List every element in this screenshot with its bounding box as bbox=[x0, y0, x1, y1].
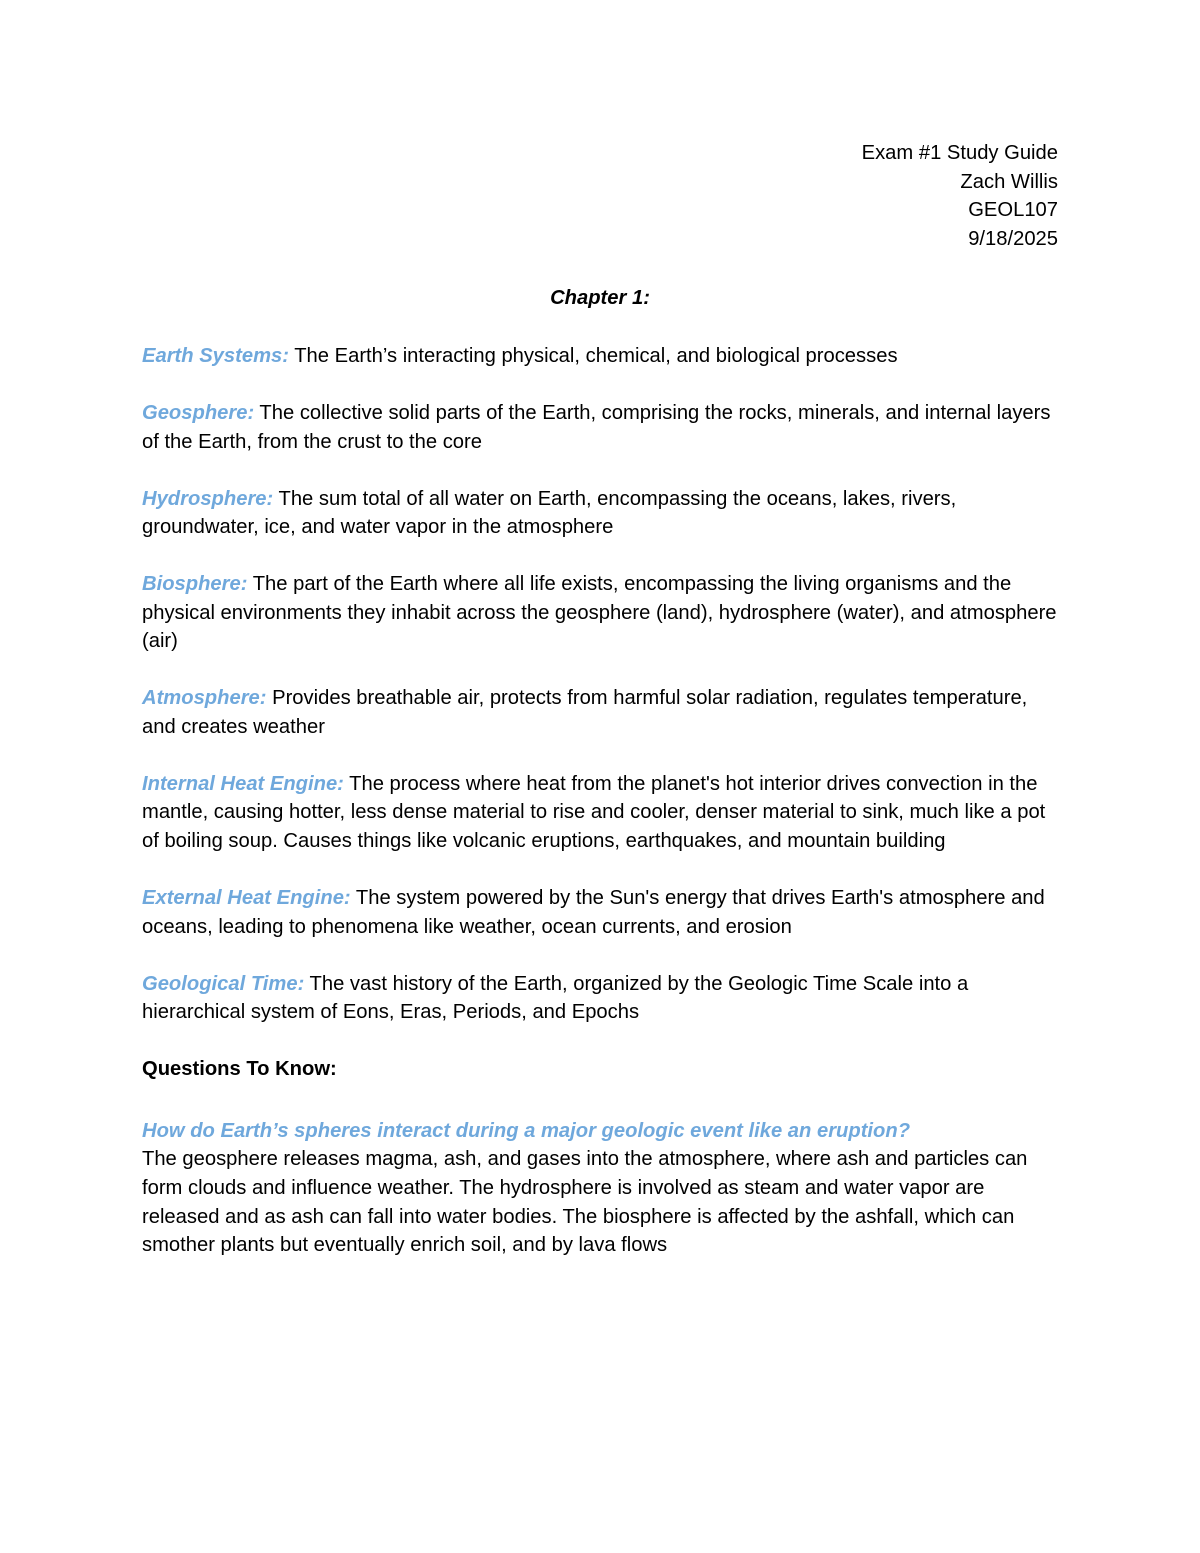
definition-earth-systems bbox=[142, 342, 1058, 371]
term-definition: The Earth’s interacting physical, chemical, and biological processes bbox=[288, 344, 898, 367]
answer-text: The geosphere releases magma, ash, and gases into the atmosphere, where ash and particles can form clouds and influence weather. The hydrosphere is involved as steam and water vapor are released and as ash can fall into water bodies. The biosphere is affected by the ashfall, which can smother plants but eventually enrich soil, and by lava flows bbox=[142, 1148, 1028, 1257]
term-label: Internal Heat Engine: bbox=[142, 772, 344, 795]
term-label: Geosphere: bbox=[142, 401, 255, 424]
definition-geological-time bbox=[142, 970, 1058, 1027]
document-header bbox=[142, 139, 1058, 253]
term-label: Biosphere: bbox=[142, 573, 248, 596]
term-label: External Heat Engine: bbox=[142, 887, 351, 910]
term-definition: Provides breathable air, protects from harmful solar radiation, regulates temperature, and creates weather bbox=[142, 687, 1028, 738]
term-label: Atmosphere: bbox=[142, 687, 267, 710]
definition-external-heat-engine bbox=[142, 884, 1058, 941]
question-item bbox=[142, 1117, 1058, 1260]
question-text: How do Earth’s spheres interact during a major geologic event like an eruption? bbox=[142, 1119, 911, 1142]
term-definition: The vast history of the Earth, organized by the Geologic Time Scale into a hierarchical system of Eons, Eras, Periods, and Epochs bbox=[142, 972, 969, 1024]
course-code: GEOL107 bbox=[968, 199, 1058, 222]
term-definition: The process where heat from the planet's hot interior drives convection in the mantle, causing hotter, less dense material to rise and cooler, denser material to sink, much like a pot of boiling soup. Causes things like volcanic eruptions, earthquakes, and mountain building bbox=[142, 772, 1046, 853]
term-definition: The part of the Earth where all life exists, encompassing the living organisms and the physical environments they inhabit across the geosphere (land), hydrosphere (water), and atmosphere (air) bbox=[142, 573, 1057, 653]
definition-biosphere bbox=[142, 570, 1058, 656]
term-definition: The collective solid parts of the Earth, comprising the rocks, minerals, and internal layers of the Earth, from the crust to the core bbox=[142, 401, 1051, 453]
term-definition: The system powered by the Sun's energy that drives Earth's atmosphere and oceans, leading to phenomena like weather, ocean currents, and erosion bbox=[142, 887, 1045, 938]
chapter-heading: Chapter 1: bbox=[550, 287, 650, 310]
questions-heading: Questions To Know: bbox=[142, 1058, 337, 1081]
document-title: Exam #1 Study Guide bbox=[861, 142, 1058, 164]
definition-geosphere bbox=[142, 399, 1058, 456]
document-date: 9/18/2025 bbox=[968, 227, 1058, 250]
document-page bbox=[142, 139, 1058, 1260]
term-label: Geological Time: bbox=[142, 972, 305, 995]
definition-hydrosphere bbox=[142, 485, 1058, 542]
term-definition: The sum total of all water on Earth, encompassing the oceans, lakes, rivers, groundwater, ice, and water vapor in the atmosphere bbox=[142, 487, 957, 539]
definition-atmosphere bbox=[142, 684, 1058, 741]
definition-internal-heat-engine bbox=[142, 770, 1058, 856]
term-label: Hydrosphere: bbox=[142, 487, 274, 510]
term-label: Earth Systems: bbox=[142, 344, 289, 367]
author-name: Zach Willis bbox=[960, 170, 1058, 193]
